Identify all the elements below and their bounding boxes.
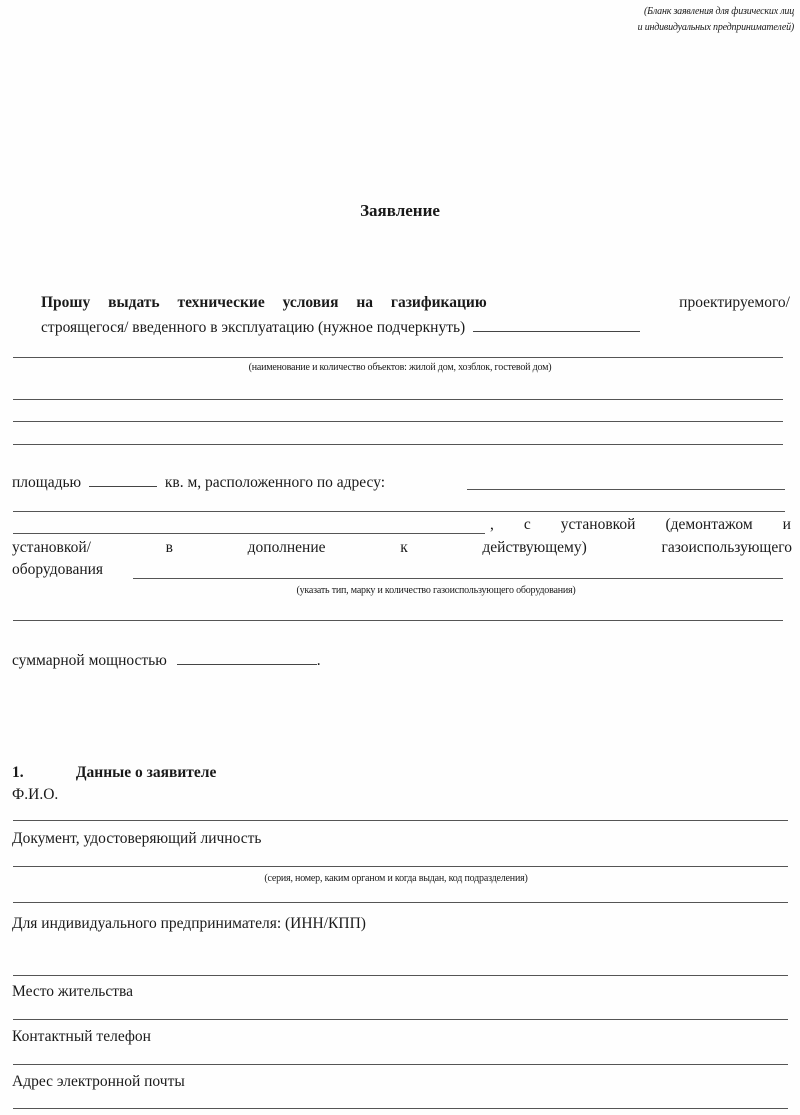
equipment-word-3: (демонтажом [665, 516, 753, 533]
area-row [12, 472, 385, 492]
document-label: Документ, удостоверяющий личность [12, 830, 262, 847]
object-name-caption: (наименование и количество объектов: жилой дом, хозблок, гостевой дом) [248, 362, 552, 373]
document-caption: (серия, номер, каким органом и когда выдан, код подразделения) [264, 873, 528, 884]
object-extra-line-1[interactable] [13, 399, 783, 400]
equipment-line-2 [12, 539, 792, 557]
power-end: . [316, 652, 321, 669]
equipment-line2-word-4: к [400, 539, 408, 556]
equipment-comma: , [490, 516, 494, 533]
object-name-line[interactable] [13, 357, 783, 358]
area-field[interactable] [89, 472, 157, 487]
document-extra-line[interactable] [13, 902, 788, 903]
fio-field[interactable] [13, 820, 788, 821]
equipment-line-1 [490, 516, 791, 534]
form-type-note-line2: и индивидуальных предпринимателей) [637, 22, 794, 33]
area-unit-text: кв. м, расположенного по адресу: [164, 474, 386, 491]
equipment-field[interactable] [133, 578, 783, 579]
equipment-blank-line[interactable] [13, 533, 485, 534]
entrepreneur-label: Для индивидуального предпринимателя: (ИНН/КПП) [12, 915, 366, 932]
equipment-line2-word-3: дополнение [247, 539, 326, 556]
form-type-note [638, 4, 794, 36]
equipment-line2-word-2: в [165, 539, 173, 556]
request-line-2-text: строящегося/ введенного в эксплуатацию (нужное подчеркнуть) [41, 319, 466, 336]
residence-field[interactable] [13, 1019, 788, 1020]
power-label: суммарной мощностью [12, 652, 167, 669]
address-line-2[interactable] [13, 511, 785, 512]
power-field[interactable] [177, 650, 317, 665]
phone-label: Контактный телефон [12, 1028, 151, 1045]
section-1-heading-row [12, 764, 216, 782]
equipment-word-2: установкой [560, 516, 636, 533]
equipment-line2-word-1: установкой/ [12, 539, 91, 556]
power-row [12, 650, 321, 670]
email-field[interactable] [13, 1108, 788, 1109]
object-state-field[interactable] [473, 317, 640, 332]
request-line-1 [41, 294, 790, 312]
object-extra-line-2[interactable] [13, 421, 783, 422]
entrepreneur-field[interactable] [13, 975, 788, 976]
equipment-word-1: с [523, 516, 531, 533]
phone-field[interactable] [13, 1064, 788, 1065]
section-1-heading: Данные о заявителе [75, 764, 217, 781]
section-1-number: 1. [12, 764, 24, 781]
fio-label: Ф.И.О. [12, 786, 59, 803]
equipment-line2-word-5: действующему) [482, 539, 587, 556]
address-field[interactable] [467, 489, 785, 490]
equipment-line3-text: оборудования [12, 561, 104, 578]
request-bold-text: Прошу выдать технические условия на газификацию [41, 294, 487, 311]
page-title: Заявление [360, 201, 440, 220]
residence-label: Место жительства [12, 983, 134, 1000]
request-line-2 [41, 317, 640, 337]
equipment-line-3 [12, 561, 103, 579]
object-extra-line-3[interactable] [13, 444, 783, 445]
equipment-extra-line[interactable] [13, 620, 783, 621]
equipment-line2-word-6: газоиспользующего [661, 539, 792, 556]
area-label: площадью [12, 474, 82, 491]
equipment-caption: (указать тип, марку и количество газоиспользующего оборудования) [296, 585, 576, 596]
document-field[interactable] [13, 866, 788, 867]
request-rest-text: проектируемого/ [679, 294, 790, 311]
equipment-word-4: и [782, 516, 791, 533]
form-type-note-line1: (Бланк заявления для физических лиц [644, 6, 794, 17]
email-label: Адрес электронной почты [12, 1073, 185, 1090]
